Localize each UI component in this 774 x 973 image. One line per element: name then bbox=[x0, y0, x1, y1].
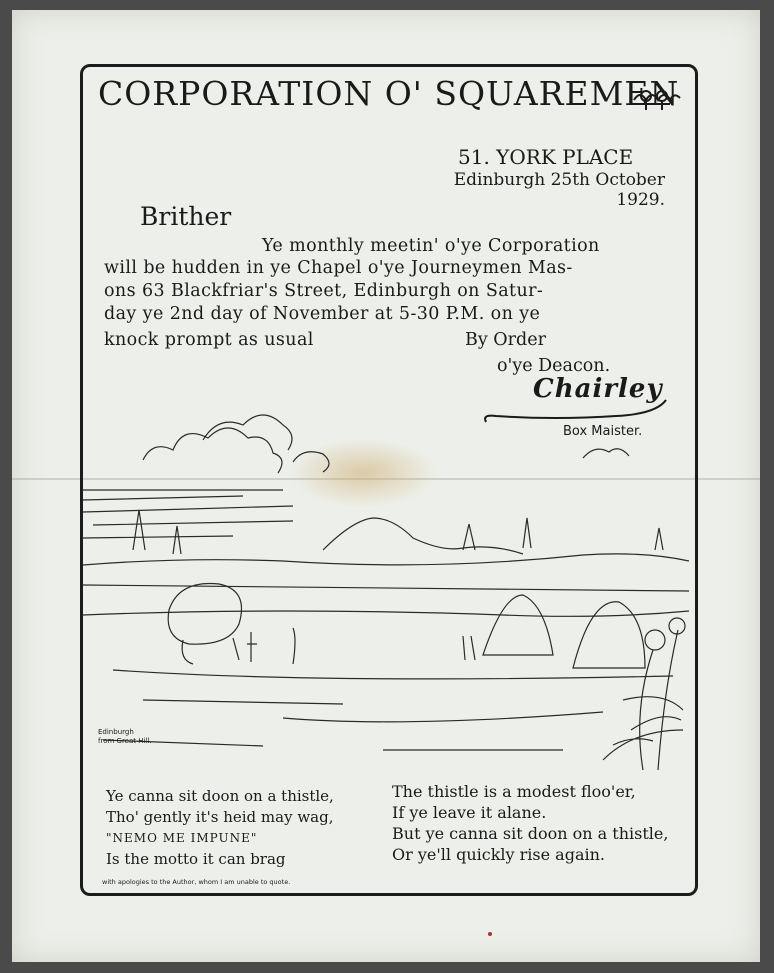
address-year: 1929. bbox=[616, 190, 665, 210]
address-street: 51. YORK PLACE bbox=[458, 145, 634, 169]
verse-line: Is the motto it can brag bbox=[106, 850, 286, 868]
closing-deacon: o'ye Deacon. bbox=[497, 356, 611, 376]
verse-line: The thistle is a modest floo'er, bbox=[392, 782, 636, 801]
verse-line: But ye canna sit doon on a thistle, bbox=[392, 824, 669, 843]
verse-right bbox=[392, 781, 668, 865]
verse-left bbox=[106, 786, 334, 870]
body-line: Ye monthly meetin' o'ye Corporation bbox=[262, 236, 600, 256]
verse-line: "NEMO ME IMPUNE" bbox=[106, 831, 258, 845]
signature: Chairley bbox=[533, 374, 663, 404]
landscape-illustration bbox=[83, 400, 689, 770]
verse-line: Ye canna sit doon on a thistle, bbox=[106, 787, 334, 805]
footnote: with apologies to the Author, whom I am unable to quote. bbox=[102, 878, 291, 886]
verse-line: Tho' gently it's heid may wag, bbox=[106, 808, 334, 826]
verse-line: If ye leave it alane. bbox=[392, 803, 547, 822]
illustration-caption: Edinburgh from Great Hill. bbox=[98, 728, 152, 745]
ink-speck bbox=[488, 932, 492, 936]
salutation: Brither bbox=[140, 202, 232, 231]
body-line: knock prompt as usual bbox=[104, 330, 314, 350]
body-line: day ye 2nd day of November at 5-30 P.M. on ye bbox=[104, 304, 541, 324]
letterhead-title: CORPORATION O' SQUAREMEN bbox=[98, 74, 680, 113]
closing-by-order: By Order bbox=[465, 330, 546, 350]
body-line: ons 63 Blackfriar's Street, Edinburgh on Satur- bbox=[104, 281, 544, 301]
address-city-date: Edinburgh 25th October bbox=[453, 170, 665, 190]
thistle-icon bbox=[630, 86, 682, 112]
verse-line: Or ye'll quickly rise again. bbox=[392, 845, 605, 864]
signer-title: Box Maister. bbox=[563, 424, 643, 439]
body-line: will be hudden in ye Chapel o'ye Journeymen Mas- bbox=[104, 258, 573, 278]
